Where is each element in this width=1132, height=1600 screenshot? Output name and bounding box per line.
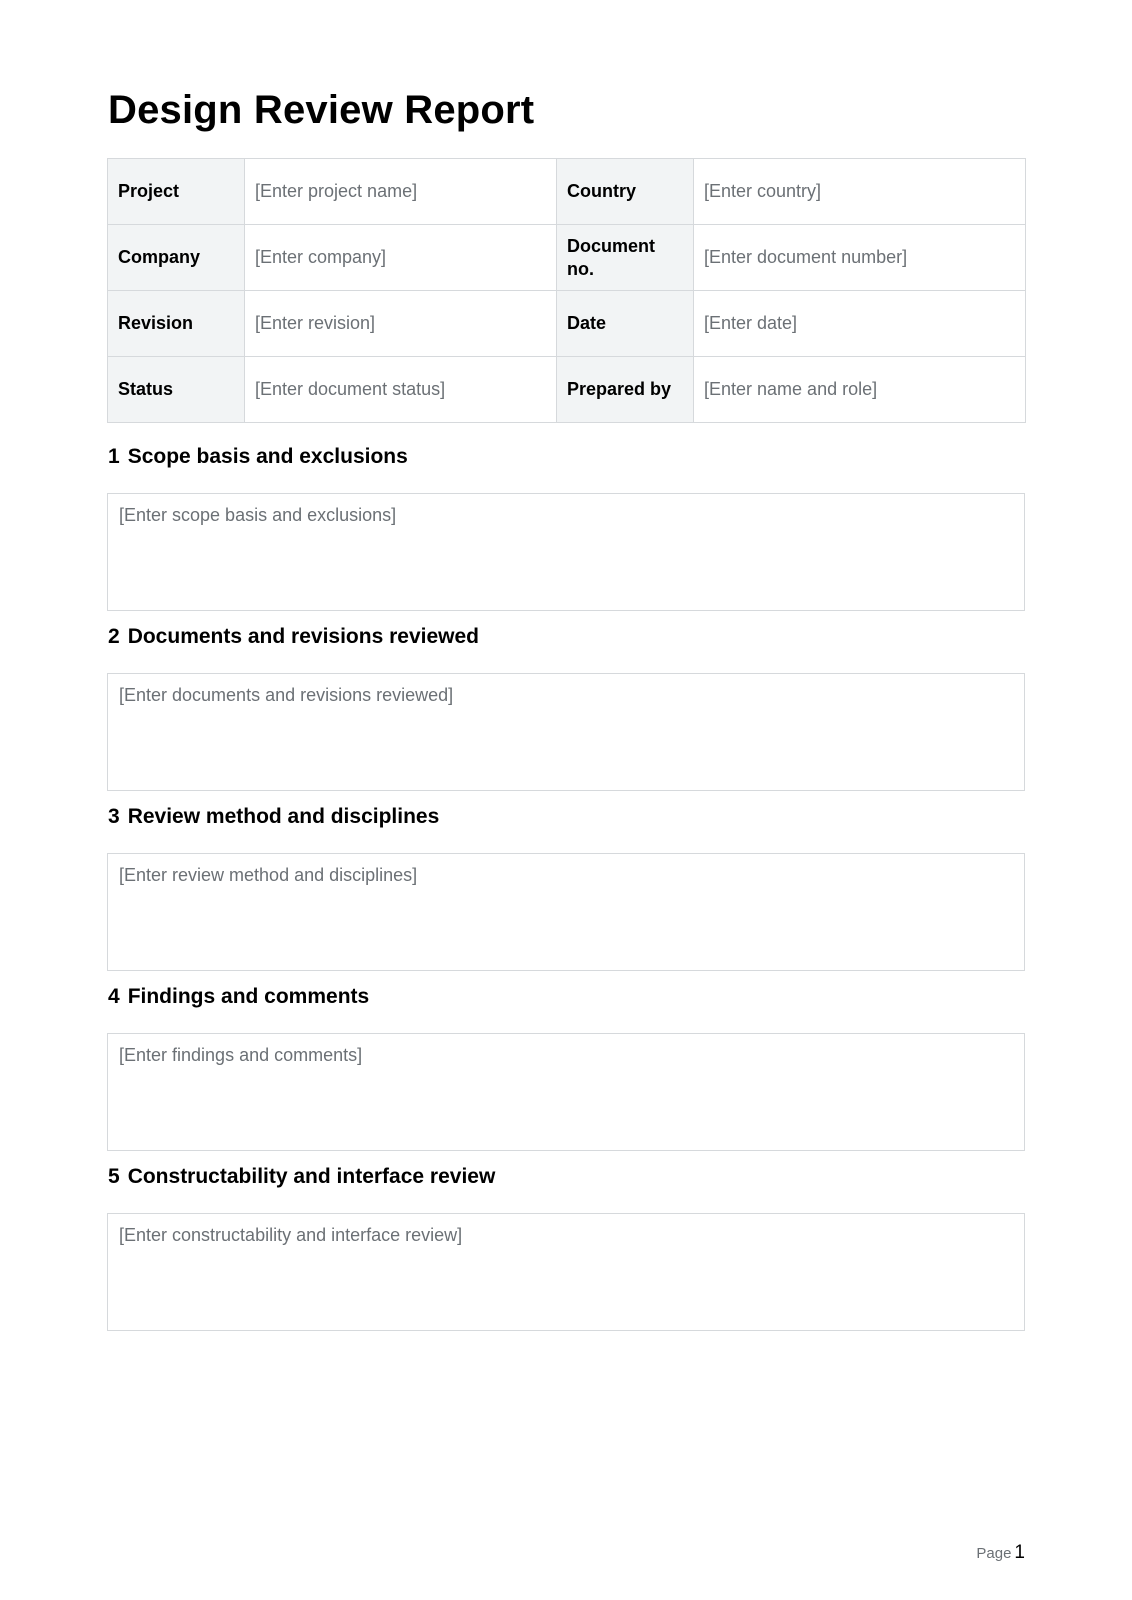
status-field[interactable]: [Enter document status] bbox=[245, 357, 557, 423]
project-label: Project bbox=[108, 159, 245, 225]
section-number: 2 bbox=[108, 625, 120, 648]
section-number: 4 bbox=[108, 985, 120, 1008]
section-title: Findings and comments bbox=[127, 985, 370, 1008]
section-number: 5 bbox=[108, 1165, 120, 1188]
date-label: Date bbox=[557, 291, 694, 357]
country-label: Country bbox=[557, 159, 694, 225]
section-title: Documents and revisions reviewed bbox=[127, 625, 479, 648]
page-label: Page bbox=[976, 1545, 1012, 1562]
project-field[interactable]: [Enter project name] bbox=[245, 159, 557, 225]
table-row bbox=[108, 357, 1026, 423]
prepared-by-field[interactable]: [Enter name and role] bbox=[694, 357, 1026, 423]
document-info-table bbox=[107, 158, 1026, 423]
document-number-field[interactable]: [Enter document number] bbox=[694, 225, 1026, 291]
section-title: Review method and disciplines bbox=[127, 805, 440, 828]
status-label: Status bbox=[108, 357, 245, 423]
page-title: Design Review Report bbox=[108, 88, 535, 132]
table-row bbox=[108, 225, 1026, 291]
constructability-text-field[interactable]: [Enter constructability and interface review] bbox=[107, 1213, 1025, 1331]
section-heading-scope bbox=[108, 444, 408, 470]
documents-text-field[interactable]: [Enter documents and revisions reviewed] bbox=[107, 673, 1025, 791]
section-heading-constructability bbox=[108, 1164, 495, 1190]
document-number-label: Document no. bbox=[557, 225, 694, 291]
section-number: 3 bbox=[108, 805, 120, 828]
revision-field[interactable]: [Enter revision] bbox=[245, 291, 557, 357]
section-heading-review-method bbox=[108, 804, 439, 830]
company-label: Company bbox=[108, 225, 245, 291]
scope-text-field[interactable]: [Enter scope basis and exclusions] bbox=[107, 493, 1025, 611]
section-number: 1 bbox=[108, 445, 120, 468]
findings-text-field[interactable]: [Enter findings and comments] bbox=[107, 1033, 1025, 1151]
review-method-text-field[interactable]: [Enter review method and disciplines] bbox=[107, 853, 1025, 971]
section-heading-findings bbox=[108, 984, 369, 1010]
page-footer bbox=[976, 1542, 1025, 1564]
date-field[interactable]: [Enter date] bbox=[694, 291, 1026, 357]
revision-label: Revision bbox=[108, 291, 245, 357]
section-title: Scope basis and exclusions bbox=[127, 445, 408, 468]
table-row bbox=[108, 159, 1026, 225]
section-title: Constructability and interface review bbox=[127, 1165, 496, 1188]
prepared-by-label: Prepared by bbox=[557, 357, 694, 423]
section-heading-documents bbox=[108, 624, 479, 650]
table-row bbox=[108, 291, 1026, 357]
country-field[interactable]: [Enter country] bbox=[694, 159, 1026, 225]
company-field[interactable]: [Enter company] bbox=[245, 225, 557, 291]
page-number: 1 bbox=[1014, 1542, 1025, 1563]
